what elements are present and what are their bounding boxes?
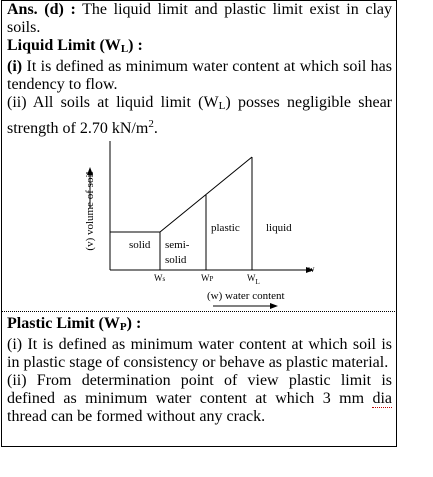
region-semisolid-label-1: semi- <box>165 239 190 251</box>
x-axis-label: (w) water content <box>207 290 285 302</box>
liquid-limit-text <box>7 1 392 138</box>
plastic-limit-heading: Plastic Limit (WP) : <box>7 315 142 333</box>
plastic-limit-point-2: (ii) From determination point of view plastic limit is defined as minimum water content at which 3 mm dia thread can be formed without any crack. <box>7 372 392 425</box>
answer-text: The liquid limit and plastic limit exist in clay soils. <box>7 1 392 36</box>
plastic-limit-section <box>1 311 397 447</box>
liquid-limit-section <box>1 0 397 311</box>
region-solid-label: solid <box>129 239 151 251</box>
liquid-limit-heading: Liquid Limit (WL) : <box>7 37 143 55</box>
answer-paragraph <box>7 1 392 37</box>
consistency-limits-diagram <box>2 129 396 309</box>
y-axis-label: (v) volume of soil <box>84 171 96 251</box>
region-plastic-label: plastic <box>211 222 240 234</box>
volume-curve <box>110 157 252 232</box>
tick-wp: WP <box>201 273 214 283</box>
x-axis-end-label: w <box>308 264 315 274</box>
tick-ws: Ws <box>154 273 166 283</box>
liquid-limit-point-2: (ii) All soils at liquid limit (WL) posses negligible shear strength of 2.70 $kN/m^2$. <box>7 94 392 137</box>
spellcheck-underlined-word: dia <box>372 390 392 407</box>
region-semisolid-label-2: solid <box>165 254 187 266</box>
liquid-limit-point-1: (i) It is defined as minimum water content at which soil has tendency to flow. <box>7 58 393 93</box>
tick-wl: $W_L$ <box>247 273 260 286</box>
answer-label: Ans. (d) : <box>7 1 76 18</box>
region-liquid-label: liquid <box>266 222 292 234</box>
plastic-limit-text <box>7 315 392 426</box>
plastic-limit-point-1: (i) It is defined as minimum water content at which soil is in plastic stage of consistency or behave as plastic material. <box>7 336 392 371</box>
